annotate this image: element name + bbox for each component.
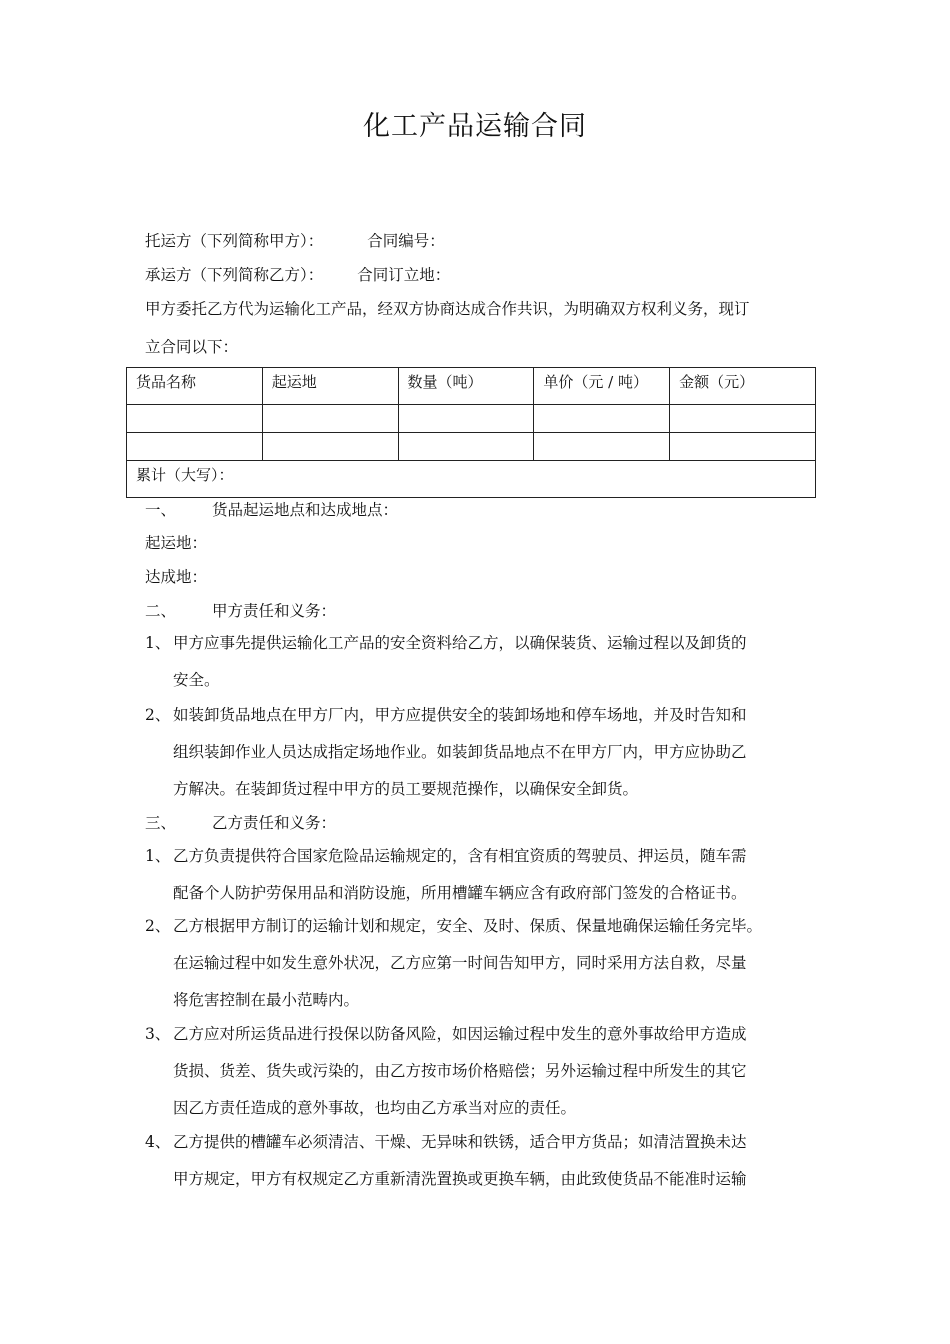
sec3-item-1 <box>145 845 825 919</box>
contract-no-label: 合同编号： <box>367 232 445 250</box>
sign-place-label: 合同订立地： <box>357 266 451 284</box>
sec3-num: 三、 <box>145 814 177 832</box>
item-line: 配备个人防护劳保用品和消防设施，所用槽罐车辆应含有政府部门签发的合格证书。 <box>173 884 747 902</box>
sec3-item-3 <box>145 1023 825 1134</box>
item-line: 安全。 <box>173 671 220 689</box>
total-label: 累计（大写）： <box>127 461 816 498</box>
col-goods-name: 货品名称 <box>127 368 263 405</box>
sec1-heading: 货品起运地点和达成地点： <box>212 501 399 519</box>
item-number: 1、 <box>145 634 171 652</box>
table-cell <box>127 433 263 461</box>
sec1-heading-line <box>145 499 398 521</box>
item-line: 因乙方责任造成的意外事故，也均由乙方承当对应的责任。 <box>173 1099 577 1117</box>
shipper-label: 托运方（下列简称甲方）： <box>145 232 324 250</box>
intro-line-2: 立合同以下： <box>145 338 239 356</box>
table-cell <box>127 405 263 433</box>
table-cell <box>534 433 670 461</box>
table-header-row <box>127 368 816 405</box>
item-number: 3、 <box>145 1025 171 1043</box>
item-line: 将危害控制在最小范畴内。 <box>173 991 360 1009</box>
col-unit-price: 单价（元 / 吨） <box>534 368 670 405</box>
item-line: 货损、货差、货失或污染的，由乙方按市场价格赔偿；另外运输过程中所发生的其它 <box>173 1062 747 1080</box>
carrier-line <box>145 264 450 286</box>
item-line: 如装卸货品地点在甲方厂内，甲方应提供安全的装卸场地和停车场地，并及时告知和 <box>173 706 747 724</box>
table-cell <box>262 433 398 461</box>
destination-label: 达成地： <box>145 568 208 586</box>
document-title: 化工产品运输合同 <box>363 111 587 142</box>
table-cell <box>534 405 670 433</box>
item-line: 乙方应对所运货品进行投保以防备风险，如因运输过程中发生的意外事故给甲方造成 <box>173 1025 747 1043</box>
shipper-line <box>145 230 445 252</box>
sec3-heading: 乙方责任和义务： <box>212 814 337 832</box>
table-cell <box>398 405 534 433</box>
item-number: 2、 <box>145 706 171 724</box>
carrier-label: 承运方（下列简称乙方）： <box>145 266 324 284</box>
table-row <box>127 433 816 461</box>
table-cell <box>670 405 816 433</box>
item-number: 1、 <box>145 847 171 865</box>
item-line: 乙方根据甲方制订的运输计划和规定，安全、及时、保质、保量地确保运输任务完毕。 <box>173 917 763 935</box>
table-total-row <box>127 461 816 498</box>
item-line: 组织装卸作业人员达成指定场地作业。如装卸货品地点不在甲方厂内，甲方应协助乙 <box>173 743 747 761</box>
sec2-item-2 <box>145 704 825 815</box>
item-number: 4、 <box>145 1133 171 1151</box>
sec2-num: 二、 <box>145 602 177 620</box>
table-cell <box>670 433 816 461</box>
item-line: 甲方应事先提供运输化工产品的安全资料给乙方，以确保装货、运输过程以及卸货的 <box>173 634 747 652</box>
item-number: 2、 <box>145 917 171 935</box>
sec3-item-2 <box>145 915 825 1026</box>
sec2-heading-line <box>145 600 336 622</box>
sec2-item-1 <box>145 632 825 706</box>
sec3-item-4 <box>145 1131 825 1205</box>
item-line: 在运输过程中如发生意外状况，乙方应第一时间告知甲方，同时采用方法自救，尽量 <box>173 954 747 972</box>
col-amount: 金额（元） <box>670 368 816 405</box>
intro-line-1: 甲方委托乙方代为运输化工产品，经双方协商达成合作共识，为明确双方权利义务，现订 <box>145 300 750 318</box>
sec2-heading: 甲方责任和义务： <box>212 602 337 620</box>
item-line: 乙方负责提供符合国家危险品运输规定的，含有相宜资质的驾驶员、押运员，随车需 <box>173 847 747 865</box>
goods-table <box>126 367 816 498</box>
sec3-heading-line <box>145 812 336 834</box>
item-line: 乙方提供的槽罐车必须清洁、干燥、无异味和铁锈，适合甲方货品；如清洁置换未达 <box>173 1133 747 1151</box>
item-line: 方解决。在装卸货过程中甲方的员工要规范操作，以确保安全卸货。 <box>173 780 639 798</box>
table-cell <box>398 433 534 461</box>
sec1-num: 一、 <box>145 501 177 519</box>
table-row <box>127 405 816 433</box>
col-quantity: 数量（吨） <box>398 368 534 405</box>
item-line: 甲方规定，甲方有权规定乙方重新清洗置换或更换车辆，由此致使货品不能准时运输 <box>173 1170 747 1188</box>
table-cell <box>262 405 398 433</box>
col-origin: 起运地 <box>262 368 398 405</box>
origin-label: 起运地： <box>145 534 208 552</box>
